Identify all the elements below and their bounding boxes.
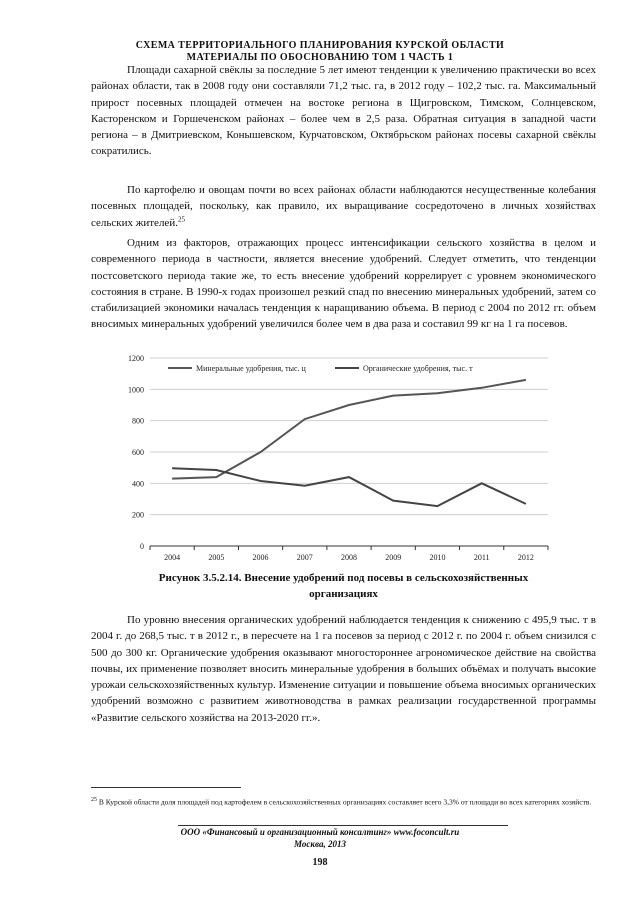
footer-city: Москва, 2013 xyxy=(294,839,346,849)
y-tick-label: 400 xyxy=(132,479,144,489)
x-tick-label: 2006 xyxy=(252,553,269,562)
fertilizer-line-chart xyxy=(90,348,560,570)
x-tick-label: 2005 xyxy=(208,553,225,562)
footnote-text: В Курской области доля площадей под картофелем в сельскохозяйственных организациях составляет всего 3,3% от площади во всех категориях хозяйств. xyxy=(98,797,592,807)
series-line-organic xyxy=(172,468,526,506)
page-number: 198 xyxy=(312,857,328,868)
document-header-title: СХЕМА ТЕРРИТОРИАЛЬНОГО ПЛАНИРОВАНИЯ КУРСКОЙ ОБЛАСТИ xyxy=(135,40,505,51)
footer-divider xyxy=(178,825,508,826)
x-tick-label: 2008 xyxy=(341,553,357,562)
figure-caption-line1: Рисунок 3.5.2.14. Внесение удобрений под посевы в сельскохозяйственных xyxy=(158,572,529,584)
document-header-subtitle: МАТЕРИАЛЫ ПО ОБОСНОВАНИЮ ТОМ 1 ЧАСТЬ 1 xyxy=(186,52,454,63)
legend-label: Минеральные удобрения, тыс. ц xyxy=(196,364,306,373)
y-tick-label: 1200 xyxy=(128,354,144,363)
x-tick-label: 2007 xyxy=(296,553,313,562)
paragraph-potatoes xyxy=(91,182,596,231)
figure-caption-line2: организациях xyxy=(309,588,378,600)
footnote xyxy=(91,795,596,808)
x-tick-label: 2011 xyxy=(473,553,490,562)
paragraph-organic: По уровню внесения органических удобрений наблюдается тенденция к снижению с 495,9 тыс. т в 2004 г. до 268,5 тыс. т в 2012 г., в пересчете на 1 га посевов за период с 2012 г. по 2004 г. объем снизился с 500 до 300 кг. Органические удобрения оказывают многостороннее агрономическое действие на свойства почвы, их применение позволяет вносить минеральные удобрения в больших объёмах и получать высокие урожаи сельскохозяйственных культур. Изменение ситуации и повышение объема вносимых органических удобрений возможно с развитием животноводства в рамках реализации государственной программы «Развитие сельского хозяйства на 2013-2020 гг.». xyxy=(91,614,596,724)
y-tick-label: 1000 xyxy=(128,385,144,395)
footnote-reference[interactable]: 25 xyxy=(177,214,185,223)
paragraph-potatoes-text: По картофелю и овощам почти во всех районах области наблюдаются несущественные колебания посевных площадей, поскольку, как правило, их выращивание сосредоточено в личных хозяйствах сельских жителей. xyxy=(91,184,596,229)
x-tick-label: 2010 xyxy=(429,553,446,562)
paragraph-sugar-beet: Площади сахарной свёклы за последние 5 лет имеют тенденции к увеличению практически во всех районах области, так в 2008 году они составляли 71,2 тыс. га, в 2012 году – 102,2 тыс. га. Максимальный прирост посевных площадей отмечен на востоке региона в Щигровском, Тимском, Солнцевском, Касторенском и Горшеченском районах – более чем в 2,5 раза. Обратная ситуация в западной части региона – в Дмитриевском, Конышевском, Курчатовском, Октябрьском районах посевы сахарной свёклы сократились. xyxy=(91,64,596,158)
x-tick-label: 2012 xyxy=(517,553,534,562)
y-tick-label: 200 xyxy=(132,510,144,520)
legend-label: Органические удобрения, тыс. т xyxy=(363,364,473,373)
series-line-mineral xyxy=(172,380,526,479)
y-tick-label: 800 xyxy=(132,416,144,426)
footnote-divider xyxy=(91,787,241,788)
y-tick-label: 0 xyxy=(140,542,144,551)
x-tick-label: 2004 xyxy=(164,553,181,562)
paragraph-fertilizers: Одним из факторов, отражающих процесс интенсификации сельского хозяйства в целом и современного периода в частности, является внесение удобрений. Следует отметить, что тенденции постсоветского периода такие же, то есть внесение удобрений коррелирует с уровнем экономического состояния в стране. В 1990-х годах произошел резкий спад по внесению минеральных удобрений, затем со стабилизацией экономики началась тенденция к наращиванию объема. В период с 2004 по 2012 гг. объем вносимых минеральных удобрений увеличился более чем в два раза и составил 99 кг на 1 га посевов. xyxy=(91,237,596,331)
x-tick-label: 2009 xyxy=(385,553,402,562)
footer-company: ООО «Финансовый и организационный консалтинг» www.foconcult.ru xyxy=(180,827,460,837)
y-tick-label: 600 xyxy=(132,448,144,457)
footnote-number: 25 xyxy=(91,797,97,803)
